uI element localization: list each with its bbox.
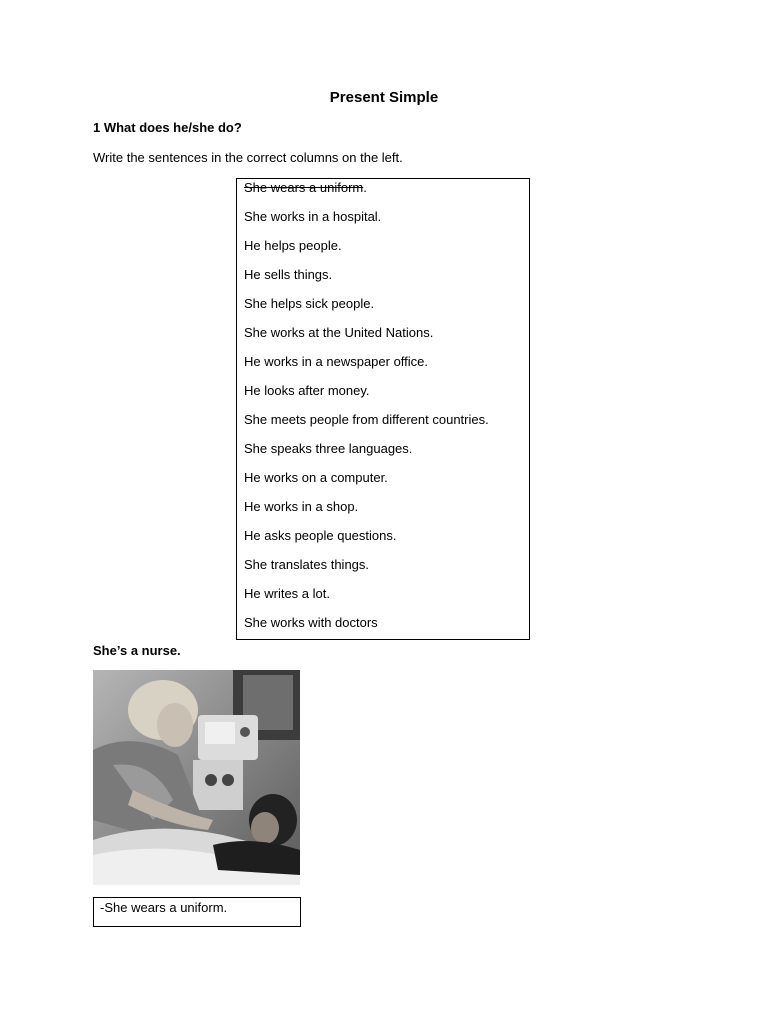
sentence-text: He works in a shop.	[244, 499, 359, 514]
sentence-item[interactable]	[244, 470, 388, 486]
nurse-with-child-photo	[93, 670, 300, 885]
sentence-text: She translates things.	[244, 557, 370, 572]
sentence-item[interactable]	[244, 383, 369, 399]
sentence-item[interactable]	[244, 209, 381, 225]
sentence-item[interactable]	[244, 238, 342, 254]
sentence-suffix: .	[363, 180, 367, 195]
sentence-text: She works at the United Nations.	[244, 325, 434, 340]
sentence-item[interactable]	[244, 354, 428, 370]
sentence-item[interactable]	[244, 325, 433, 341]
sentence-item[interactable]	[244, 615, 378, 631]
sentence-item[interactable]	[244, 441, 412, 457]
exercise-instruction: Write the sentences in the correct columns on the left.	[93, 150, 403, 165]
job-label: She’s a nurse.	[93, 643, 181, 658]
exercise-heading: 1 What does he/she do?	[93, 120, 242, 135]
page-title: Present Simple	[329, 89, 439, 106]
sentence-text: She wears a uniform	[244, 180, 364, 195]
sentence-text: She helps sick people.	[244, 296, 375, 311]
answer-box[interactable]	[93, 897, 301, 927]
sentence-text: She works in a hospital.	[244, 209, 382, 224]
sentence-text: She meets people from different countries.	[244, 412, 489, 427]
sentence-text: He helps people.	[244, 238, 342, 253]
sentence-item[interactable]	[244, 528, 396, 544]
sentence-text: He looks after money.	[244, 383, 370, 398]
sentence-text: She works with doctors	[244, 615, 378, 630]
sentence-bank	[236, 178, 530, 640]
sentence-text: He writes a lot.	[244, 586, 330, 601]
sentence-text: She speaks three languages.	[244, 441, 413, 456]
sentence-item[interactable]	[244, 557, 369, 573]
sentence-text: He asks people questions.	[244, 528, 397, 543]
sentence-item[interactable]	[244, 296, 374, 312]
sentence-text: He sells things.	[244, 267, 333, 282]
sentence-text: He works in a newspaper office.	[244, 354, 429, 369]
answer-text: -She wears a uniform.	[100, 900, 228, 915]
sentence-item[interactable]	[244, 586, 330, 602]
sentence-item[interactable]	[244, 267, 332, 283]
sentence-item[interactable]	[244, 499, 358, 515]
sentence-item[interactable]	[244, 412, 489, 428]
sentence-item[interactable]	[244, 180, 367, 196]
sentence-text: He works on a computer.	[244, 470, 388, 485]
